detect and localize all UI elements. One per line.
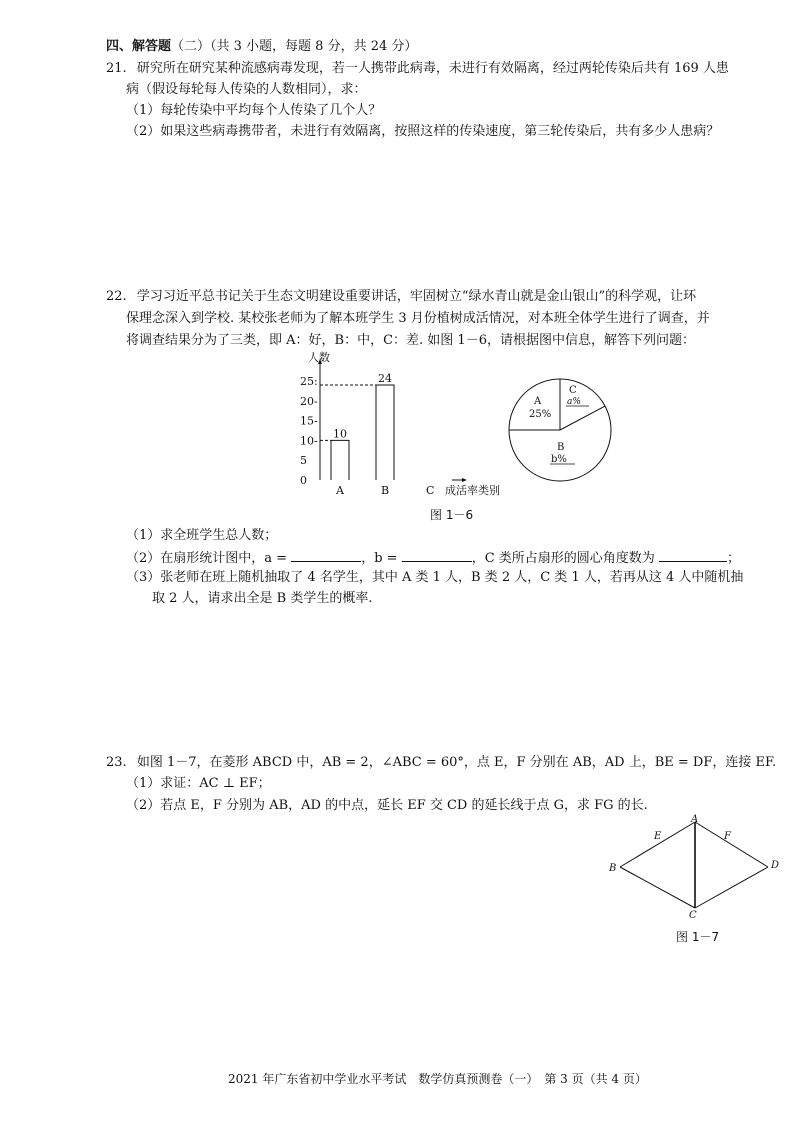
pie-label-c: C <box>569 385 577 396</box>
q23-part2-text: 若点 E，F 分别为 AB，AD 的中点，延长 EF 交 CD 的延长线于点 G，求 FG 的长. <box>160 798 648 813</box>
bar-data-label: 24 <box>378 371 392 385</box>
q21-line1: 研究所在研究某种流感病毒发现，若一人携带此病毒，未进行有效隔离，经过两轮传染后共有 169 人患 <box>136 61 729 76</box>
q22-part2-c-label: ，C 类所占扇形的圆心角度数为 <box>471 551 655 566</box>
q21-number: 21. <box>106 61 127 76</box>
q22-line1: 学习习近平总书记关于生态文明建设重要讲话，牢固树立“绿水青山就是金山银山”的科学观，让环 <box>136 289 697 304</box>
pie-chart <box>505 375 615 485</box>
section-heading-rest: （二）（共 3 小题，每题 8 分，共 24 分） <box>171 39 418 54</box>
q22-part1-text: 求全班学生总人数； <box>160 528 278 543</box>
figure-1-6-caption: 图 1－6 <box>430 508 474 522</box>
y-tick-label: 20- <box>300 394 318 408</box>
bar-chart <box>290 350 530 500</box>
q22-part2-number: （2） <box>126 551 161 566</box>
section-heading <box>106 38 417 56</box>
q22-part1-number: （1） <box>126 528 161 543</box>
q23-line1: 如图 1－7，在菱形 ABCD 中，AB = 2，∠ABC = 60°，点 E，F 分别在 AB，AD 上，BE = DF，连接 EF. <box>136 755 777 770</box>
bar-data-label: 10 <box>333 427 347 441</box>
pie-label-b: B <box>557 442 565 453</box>
q22-part3-number: （3） <box>126 570 161 585</box>
y-tick-label: 10- <box>300 434 318 448</box>
rhombus-figure <box>600 812 790 922</box>
x-tick-label: A <box>336 484 344 497</box>
bar <box>331 440 349 480</box>
answer-blank-a[interactable] <box>291 548 361 562</box>
x-tick-label: B <box>381 484 390 497</box>
point-a-label: A <box>691 814 699 825</box>
pie-slice-border <box>560 406 605 430</box>
y-tick-label: 5 <box>300 454 307 468</box>
section-heading-bold: 四、解答题 <box>106 39 172 54</box>
edge-bc <box>620 867 695 908</box>
point-d-label: D <box>771 860 780 871</box>
q23-number: 23. <box>106 755 127 770</box>
pie-value-c: a% <box>567 397 581 407</box>
answer-blank-angle[interactable] <box>659 548 727 562</box>
x-axis-arrow <box>462 478 467 482</box>
point-c-label: C <box>689 910 697 921</box>
q21-part1-text: 每轮传染中平均每个人传染了几个人？ <box>160 103 382 118</box>
q22-part2-end: ； <box>726 551 740 566</box>
q23-part1-text: 求证：AC ⊥ EF； <box>160 776 271 791</box>
q22-number: 22. <box>106 289 127 304</box>
edge-ad <box>695 822 768 867</box>
q23-part1-number: （1） <box>126 776 161 791</box>
edge-ab <box>620 822 695 867</box>
y-tick-label: 25: <box>300 375 318 388</box>
y-axis-label: 人数 <box>308 351 330 364</box>
y-tick-label: 0 <box>300 474 307 487</box>
edge-cd <box>695 867 768 908</box>
pie-value-a: 25% <box>529 409 552 420</box>
q22-part2-b-label: ，b = <box>361 551 398 566</box>
q22-line2: 保理念深入到学校. 某校张老师为了解本班学生 3 月份植树成活情况，对本班全体学生进行了调查，并 <box>126 311 710 326</box>
answer-blank-b[interactable] <box>402 548 472 562</box>
q21-part1-number: （1） <box>126 103 161 118</box>
x-tick-label: C <box>426 484 435 497</box>
q22-part3-line2: 取 2 人，请求出全是 B 类学生的概率. <box>152 591 373 606</box>
q22-line3: 将调查结果分为了三类，即 A：好，B：中，C：差. 如图 1－6，请根据图中信息，解答下列问题： <box>126 333 695 348</box>
point-f-label: F <box>724 831 731 842</box>
q21-line2: 病（假设每轮每人传染的人数相同），求： <box>126 82 367 97</box>
pie-label-a: A <box>534 396 542 407</box>
q21-part2-number: （2） <box>126 124 161 139</box>
point-b-label: B <box>609 863 617 874</box>
point-e-label: E <box>654 831 662 842</box>
y-tick-label: 15- <box>300 414 318 428</box>
x-axis-label: 成活率类别 <box>445 484 500 497</box>
q22-part2-a-label: 在扇形统计图中，a = <box>160 551 288 566</box>
pie-value-b: b% <box>551 454 567 465</box>
page-footer: 2021 年广东省初中学业水平考试 数学仿真预测卷（一） 第 3 页（共 4 页） <box>228 1072 647 1086</box>
bar <box>376 385 394 480</box>
q22-part3-line1: 张老师在班上随机抽取了 4 名学生，其中 A 类 1 人，B 类 2 人，C 类 1 人，若再从这 4 人中随机抽 <box>160 570 744 585</box>
q23-part2-number: （2） <box>126 798 161 813</box>
q21-part2-text: 如果这些病毒携带者，未进行有效隔离，按照这样的传染速度，第三轮传染后，共有多少人患病？ <box>160 124 720 139</box>
figure-1-7-caption: 图 1－7 <box>676 930 720 944</box>
